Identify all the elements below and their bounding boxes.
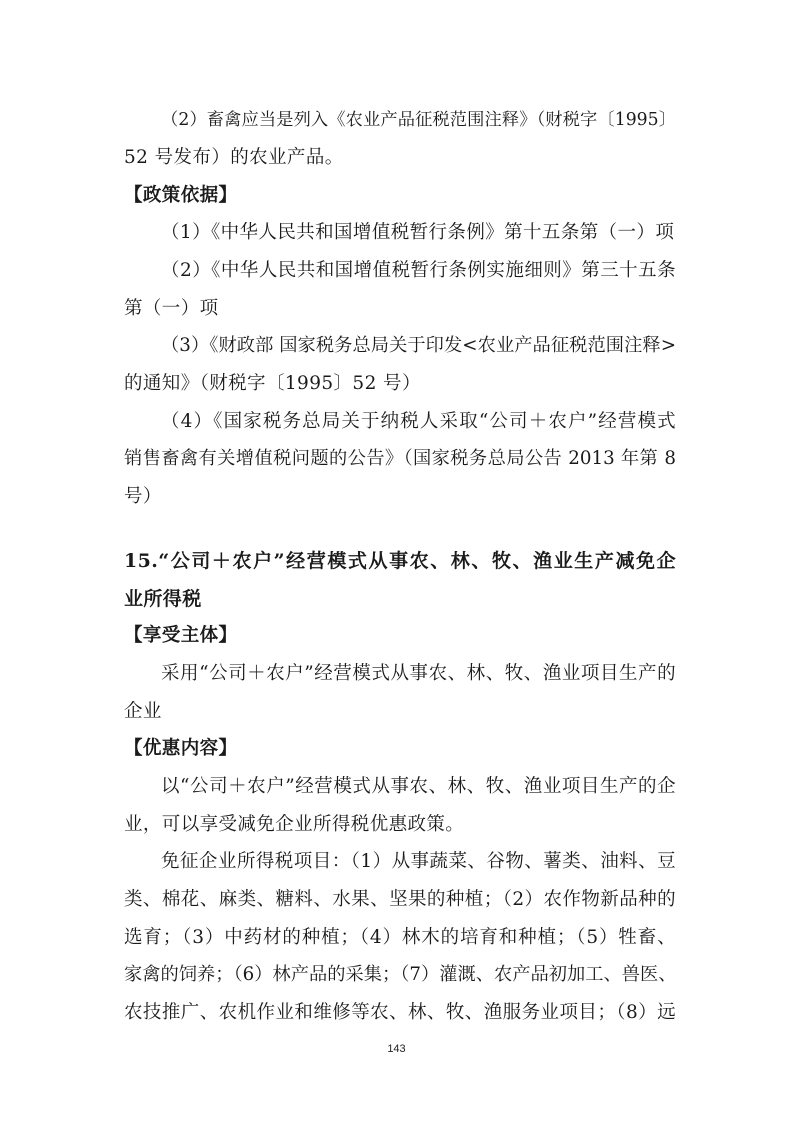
paragraph-line: 号） xyxy=(124,486,162,507)
paragraph-line: 的通知》（财税字〔1995〕52 号） xyxy=(124,373,421,394)
section-heading: 【政策依据】 xyxy=(124,185,238,206)
paragraph-line: 采用“公司＋农户”经营模式从事农、林、牧、渔业项目生产的 xyxy=(161,663,676,684)
item-title: 业所得税 xyxy=(124,588,202,610)
paragraph-line: （1）《中华人民共和国增值税暂行条例》第十五条第（一）项 xyxy=(161,222,675,243)
paragraph-line: 52 号发布）的农业产品。 xyxy=(124,147,344,168)
paragraph-line: 业，可以享受减免企业所得税优惠政策。 xyxy=(124,814,465,835)
paragraph-line: 免征企业所得税项目：（1）从事蔬菜、谷物、薯类、油料、豆 xyxy=(161,851,676,872)
section-heading: 【优惠内容】 xyxy=(124,738,238,759)
paragraph-line: （2）畜禽应当是列入《农业产品征税范围注释》（财税字〔1995〕 xyxy=(161,110,676,130)
paragraph-line: （2）《中华人民共和国增值税暂行条例实施细则》第三十五条 xyxy=(161,260,676,281)
paragraph-line: 企业 xyxy=(124,701,162,722)
paragraph-line: 家禽的饲养；（6）林产品的采集；（7）灌溉、农产品初加工、兽医、 xyxy=(124,964,677,985)
paragraph-line: 选育；（3）中药材的种植；（4）林木的培育和种植；（5）牲畜、 xyxy=(124,927,676,948)
paragraph-line: （3）《财政部 国家税务总局关于印发<农业产品征税范围注释> xyxy=(161,335,676,356)
paragraph-line: 以“公司＋农户”经营模式从事农、林、牧、渔业项目生产的企 xyxy=(161,776,676,797)
page-number: 143 xyxy=(387,1043,406,1055)
paragraph-line: （4）《国家税务总局关于纳税人采取“公司＋农户”经营模式 xyxy=(161,411,676,432)
paragraph-line: 类、棉花、麻类、糖料、水果、坚果的种植；（2）农作物新品种的 xyxy=(124,889,676,910)
paragraph-line: 农技推广、农机作业和维修等农、林、牧、渔服务业项目；（8）远 xyxy=(124,1002,676,1023)
section-heading: 【享受主体】 xyxy=(124,625,238,646)
paragraph-line: 第（一）项 xyxy=(124,298,219,319)
item-title: 15.“公司＋农户”经营模式从事农、林、牧、渔业生产减免企 xyxy=(124,550,676,572)
paragraph-line: 销售畜禽有关增值税问题的公告》（国家税务总局公告 2013 年第 8 xyxy=(124,448,676,469)
